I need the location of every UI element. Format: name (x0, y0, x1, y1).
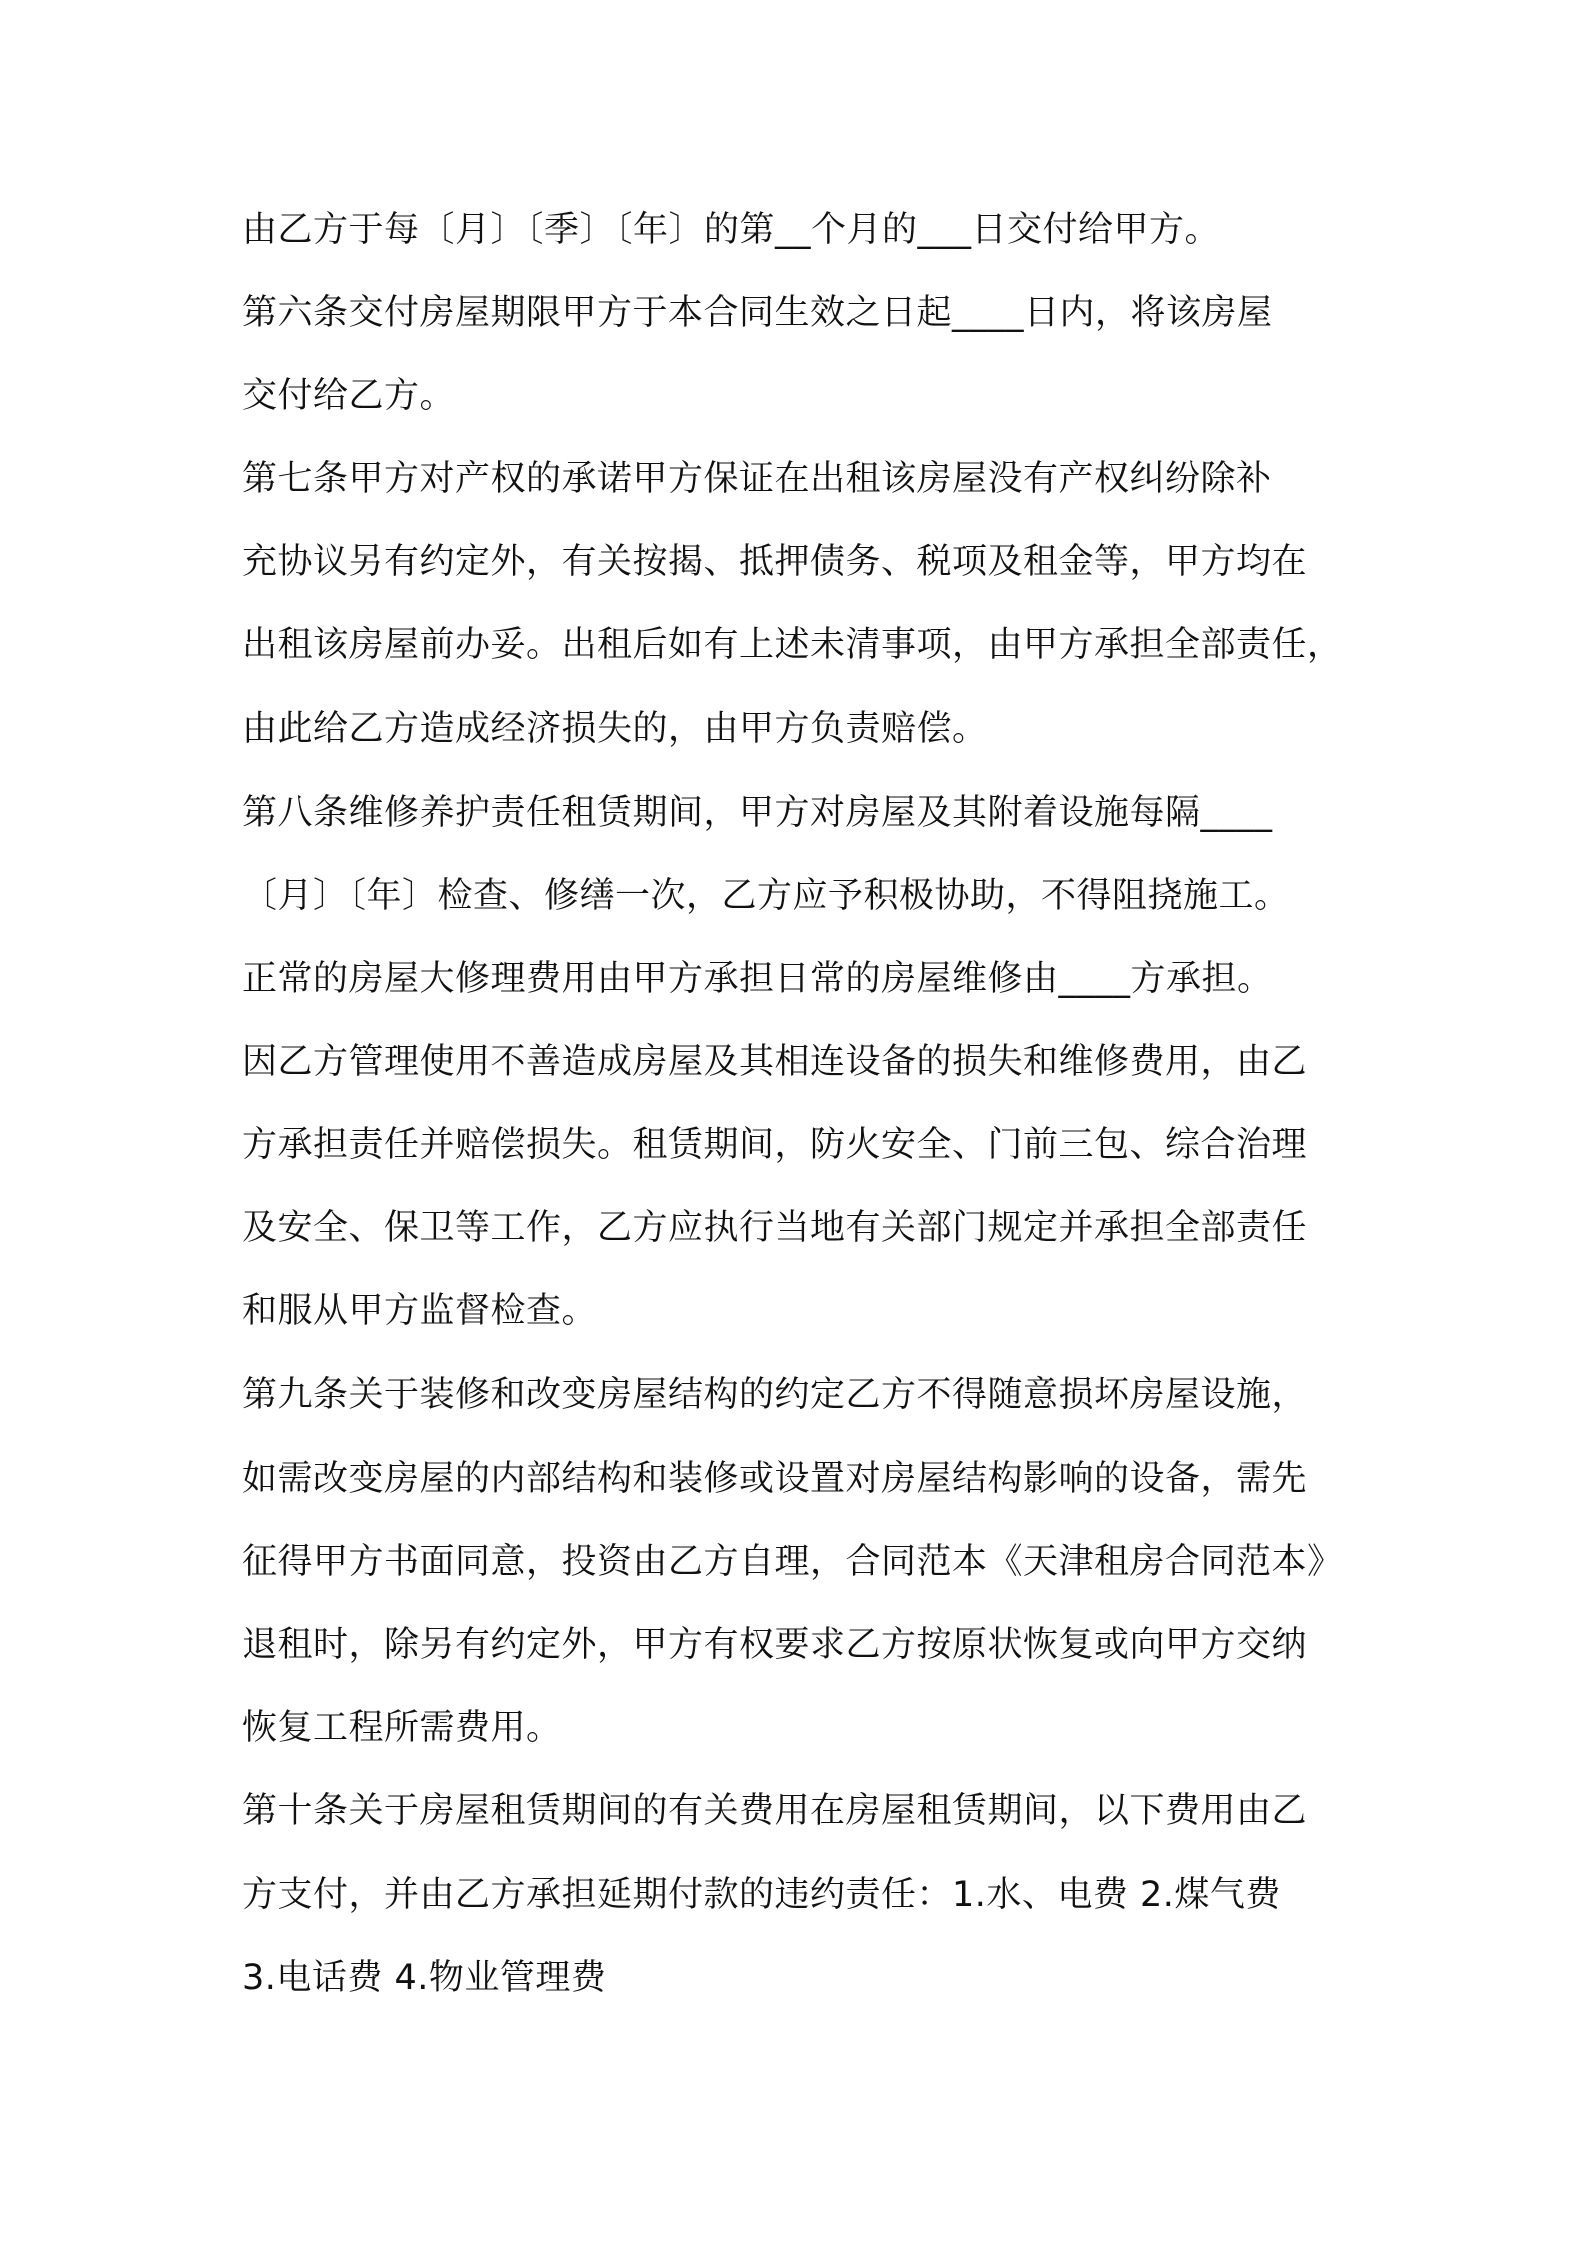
paragraph-line: 由此给乙方造成经济损失的，由甲方负责赔偿。 (242, 709, 988, 749)
paragraph-line: 第六条交付房屋期限甲方于本合同生效之日起____日内，将该房屋 (242, 293, 1273, 333)
paragraph-line: 第七条甲方对产权的承诺甲方保证在出租该房屋没有产权纠纷除补 (242, 459, 1272, 499)
paragraph-line: 第八条维修养护责任租赁期间，甲方对房屋及其附着设施每隔____ (242, 793, 1273, 833)
paragraph-line: 出租该房屋前办妥。出租后如有上述未清事项，由甲方承担全部责任， (242, 625, 1343, 665)
paragraph-line: 如需改变房屋的内部结构和装修或设置对房屋结构影响的设备，需先 (242, 1459, 1308, 1499)
paragraph-line: 由乙方于每〔月〕〔季〕〔年〕的第__个月的___日交付给甲方。 (242, 210, 1221, 250)
paragraph-line: 正常的房屋大修理费用由甲方承担日常的房屋维修由____方承担。 (242, 959, 1273, 999)
paragraph-line: 及安全、保卫等工作，乙方应执行当地有关部门规定并承担全部责任 (242, 1208, 1308, 1248)
paragraph-line: 3.电话费 4.物业管理费 (242, 1958, 607, 1998)
paragraph-line: 充协议另有约定外，有关按揭、抵押债务、税项及租金等，甲方均在 (242, 542, 1308, 582)
paragraph-line: 和服从甲方监督检查。 (242, 1291, 598, 1331)
paragraph-line: 方承担责任并赔偿损失。租赁期间，防火安全、门前三包、综合治理 (242, 1125, 1308, 1165)
paragraph-line: 恢复工程所需费用。 (242, 1708, 562, 1748)
paragraph-line: 〔月〕〔年〕检查、修缮一次，乙方应予积极协助，不得阻挠施工。 (242, 876, 1290, 916)
paragraph-line: 第九条关于装修和改变房屋结构的约定乙方不得随意损坏房屋设施， (242, 1375, 1308, 1415)
paragraph-line: 方支付，并由乙方承担延期付款的违约责任：1.水、电费 2.煤气费 (242, 1875, 1281, 1915)
paragraph-line: 退租时，除另有约定外，甲方有权要求乙方按原状恢复或向甲方交纳 (242, 1625, 1308, 1665)
paragraph-line: 因乙方管理使用不善造成房屋及其相连设备的损失和维修费用，由乙 (242, 1042, 1308, 1082)
paragraph-line: 征得甲方书面同意，投资由乙方自理，合同范本《天津租房合同范本》 (242, 1542, 1343, 1582)
paragraph-line: 第十条关于房屋租赁期间的有关费用在房屋租赁期间，以下费用由乙 (242, 1791, 1308, 1831)
paragraph-line: 交付给乙方。 (242, 376, 456, 416)
